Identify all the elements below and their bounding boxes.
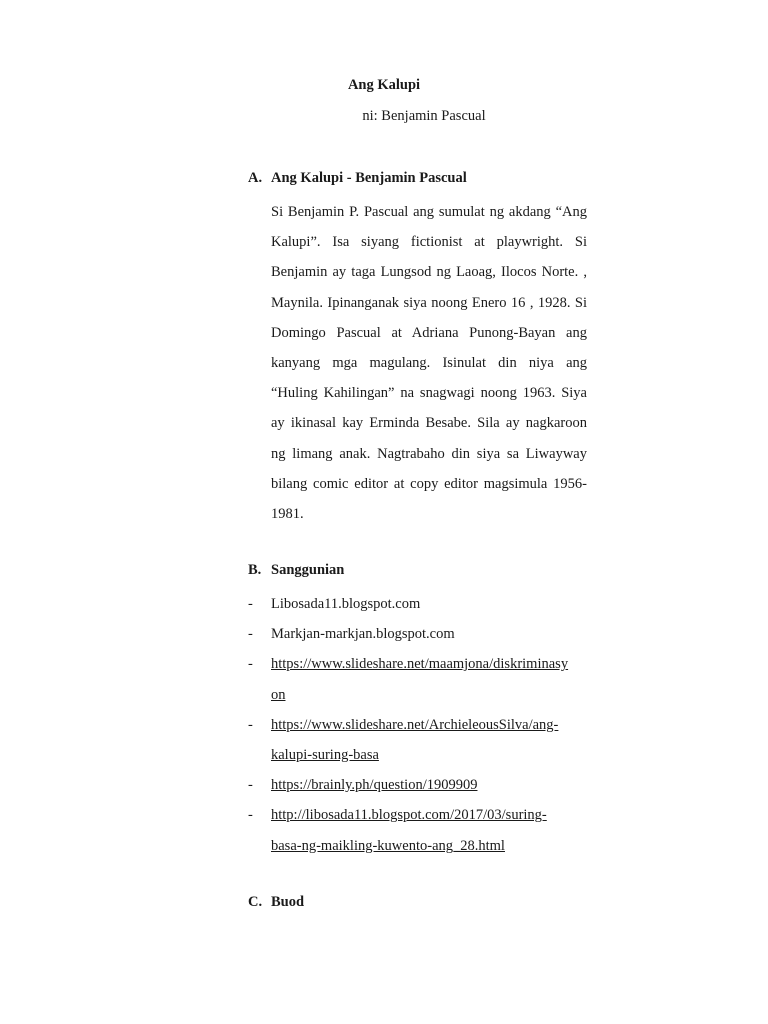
reference-text: Markjan-markjan.blogspot.com [271,626,455,643]
section-a-letter: A. [248,170,263,186]
reference-dash: - [248,656,253,673]
paragraph-line: ng limang anak. Nagtrabaho din siya sa Liwayway [271,445,587,462]
reference-link[interactable]: kalupi-suring-basa [271,747,379,764]
reference-list [248,589,593,861]
reference-link[interactable]: on [271,686,286,703]
reference-item[interactable] [248,770,593,800]
section-a-paragraph [271,197,587,529]
paragraph-line: Maynila. Ipinanganak siya noong Enero 16 , 1928. Si [271,294,587,311]
reference-dash: - [248,626,253,643]
reference-item [248,619,593,649]
document-byline: ni: Benjamin Pascual [362,108,486,124]
reference-link[interactable]: basa-ng-maikling-kuwento-ang_28.html [271,837,505,854]
paragraph-line: ay ikinasal kay Erminda Besabe. Sila ay nagkaroon [271,415,587,432]
reference-link[interactable]: http://libosada11.blogspot.com/2017/03/suring- [271,807,547,824]
paragraph-line: 1981. [271,505,304,522]
reference-item[interactable] [248,710,593,770]
section-b-heading: Sanggunian [271,562,345,578]
reference-link[interactable]: https://brainly.ph/question/1909909 [271,777,478,794]
reference-item[interactable] [248,800,593,860]
reference-dash: - [248,807,253,824]
paragraph-line: Benjamin ay taga Lungsod ng Laoag, Ilocos Norte. , [271,264,587,281]
section-c-heading: Buod [271,894,305,910]
reference-item[interactable] [248,649,593,709]
paragraph-line: Domingo Pascual at Adriana Punong-Bayan ang [271,324,587,341]
paragraph-line: bilang comic editor at copy editor magsimula 1956- [271,475,587,492]
document-title: Ang Kalupi [347,77,421,93]
section-c-letter: C. [248,894,263,910]
reference-link[interactable]: https://www.slideshare.net/maamjona/diskriminasy [271,656,569,673]
section-b-letter: B. [248,562,262,578]
reference-dash: - [248,777,253,794]
reference-item [248,589,593,619]
reference-dash: - [248,596,253,612]
paragraph-line: “Huling Kahilingan” na snagwagi noong 1963. Siya [271,385,587,402]
paragraph-line: Si Benjamin P. Pascual ang sumulat ng akdang “Ang [271,204,587,220]
reference-link[interactable]: https://www.slideshare.net/ArchieleousSilva/ang- [271,716,559,733]
paragraph-line: kanyang mga magulang. Isinulat din niya ang [271,354,587,371]
paragraph-line: Kalupi”. Isa siyang fictionist at playwright. Si [271,234,587,251]
section-a-heading: Ang Kalupi - Benjamin Pascual [271,170,467,186]
reference-dash: - [248,716,253,733]
reference-text: Libosada11.blogspot.com [271,596,421,612]
